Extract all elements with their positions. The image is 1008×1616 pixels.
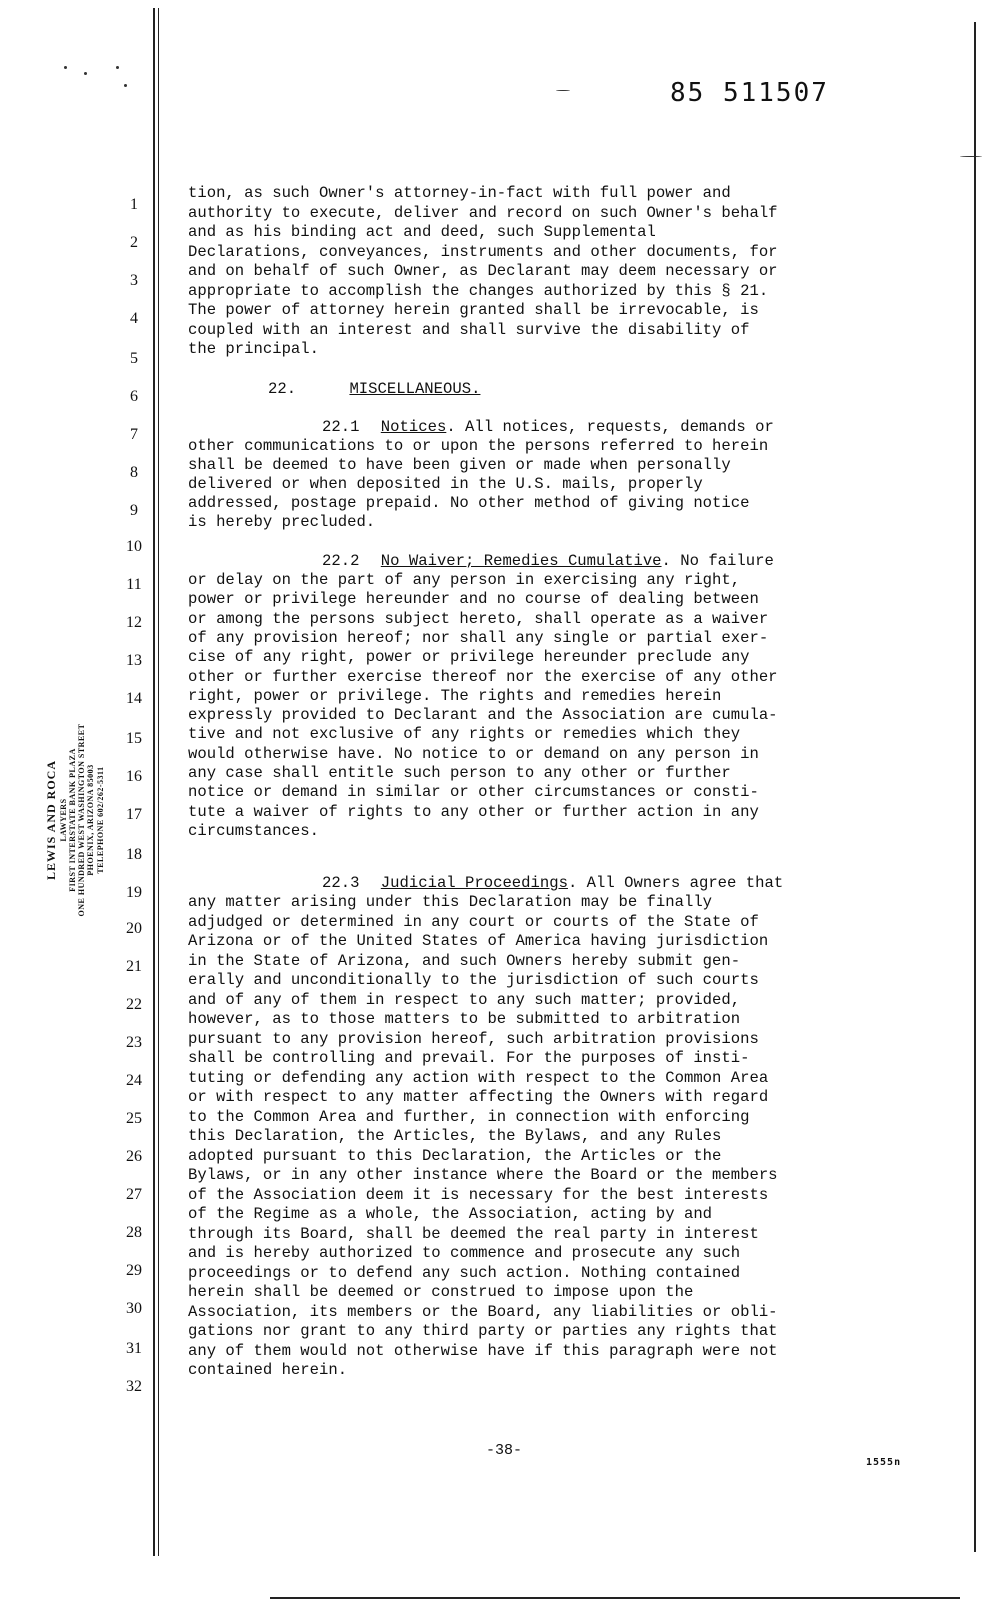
paragraph-line: . All Owners agree that [567,874,784,892]
firm-title: LAWYERS [58,798,68,842]
intro-line: and as his binding act and deed, such Supplemental [188,223,656,241]
paragraph-22-3-line: pursuant to any provision hereof, such arbitration provisions [188,1029,759,1048]
paragraph-22-2-first-line [188,552,948,571]
paragraph-22-3-line: Association, its members or the Board, any liabilities or obli- [188,1302,778,1321]
paragraph-22-3-line: any of them would not otherwise have if this paragraph were not [188,1341,778,1360]
bottom-rule [270,1597,960,1599]
paragraph-22-2-line: circumstances. [188,821,320,840]
paragraph-22-2-line: right, power or privilege. The rights and remedies herein [188,686,722,705]
paragraph-heading: Notices [380,418,447,436]
intro-line: and on behalf of such Owner, as Declarant may deem necessary or [188,262,778,280]
paragraph-22-2-line: other or further exercise thereof nor the exercise of any other [188,667,778,686]
intro-line: Declarations, conveyances, instruments and other documents, for [188,242,778,261]
line-number: 13 [126,652,142,669]
line-number: 17 [126,806,142,823]
intro-line: authority to execute, deliver and record on such Owner's behalf [188,203,778,222]
paragraph-22-3-line: proceedings or to defend any such action. Nothing contained [188,1263,741,1282]
line-number: 26 [126,1148,142,1165]
paragraph-22-3-line: adjudged or determined in any court or courts of the State of [188,912,759,931]
paragraph-22-3-first-line [188,874,948,893]
firm-city: PHOENIX, ARIZONA 85003 [86,764,96,876]
paragraph-22-1-line: is hereby precluded. [188,513,376,531]
scan-speck [556,90,570,91]
paragraph-22-1-line: delivered or when deposited in the U.S. mails, properly [188,475,703,493]
paragraph-number: 22.2 [322,552,360,570]
paragraph-22-3-line: through its Board, shall be deemed the real party in interest [188,1224,759,1243]
paragraph-22-1-line: shall be deemed to have been given or made when personally [188,456,731,474]
paragraph-22-3-line: gations nor grant to any third party or parties any rights that [188,1322,778,1340]
line-number: 28 [126,1224,142,1241]
paragraph-22-2-line: or among the persons subject hereto, shall operate as a waiver [188,609,769,628]
paragraph-22-2-line: tive and not exclusive of any rights or remedies which they [188,725,741,744]
line-number: 27 [126,1186,142,1203]
paragraph-22-2-line: tute a waiver of rights to any other or further action in any [188,802,759,821]
line-number: 6 [130,388,138,405]
paragraph-22-3-line: Bylaws, or in any other instance where the Board or the members [188,1166,778,1184]
paragraph-22-3-line: to the Common Area and further, in connection with enforcing [188,1107,750,1126]
line-number: 1 [130,196,138,213]
paragraph-22-1-line: addressed, postage prepaid. No other method of giving notice [188,494,750,512]
line-number: 20 [126,920,142,937]
paragraph-22-3-line: of the Regime as a whole, the Association, acting by and [188,1205,713,1223]
section-title: MISCELLANEOUS. [349,380,481,398]
paragraph-line: . All notices, requests, demands or [446,418,774,436]
line-number: 30 [126,1300,142,1317]
line-number: 15 [126,730,142,747]
line-number: 21 [126,958,142,975]
firm-name: LEWIS AND ROCA [44,759,59,881]
line-number: 9 [130,502,138,519]
paragraph-22-3-line: shall be controlling and prevail. For the purposes of insti- [188,1049,750,1067]
paragraph-22-2-line: or delay on the part of any person in exercising any right, [188,571,741,589]
firm-building: FIRST INTERSTATE BANK PLAZA [68,748,78,892]
document-number: 85 511507 [670,78,829,108]
paragraph-number: 22.1 [322,418,360,436]
line-number: 5 [130,350,138,367]
paragraph-22-2-line: of any provision hereof; nor shall any single or partial exer- [188,628,769,647]
scan-speck [960,156,982,157]
line-number: 19 [126,884,142,901]
paragraph-22-3-line: and of any of them in respect to any such matter; provided, [188,990,741,1009]
line-number: 22 [126,996,142,1013]
scan-speck [116,66,119,69]
scan-speck [84,72,87,75]
line-number: 32 [126,1378,142,1395]
paragraph-heading: No Waiver; Remedies Cumulative [380,552,662,570]
paragraph-22-2-line: cise of any right, power or privilege hereunder preclude any [188,648,750,667]
paragraph-22-3-line: in the State of Arizona, and such Owners hereby submit gen- [188,951,741,970]
paragraph-22-3-line: erally and unconditionally to the jurisdiction of such courts [188,971,759,989]
paragraph-22-3-line: and is hereby authorized to commence and prosecute any such [188,1244,741,1262]
paragraph-number: 22.3 [322,874,360,892]
line-number: 12 [126,614,142,631]
paragraph-22-1-line: other communications to or upon the persons referred to herein [188,437,769,455]
left-margin-rule [153,8,155,1556]
corner-stamp: 1555n [866,1457,902,1468]
firm-street: ONE HUNDRED WEST WASHINGTON STREET [77,723,87,917]
paragraph-22-3-line: however, as to those matters to be submitted to arbitration [188,1010,741,1028]
line-number: 2 [130,234,138,251]
line-number: 14 [126,690,142,707]
scan-speck [124,84,127,87]
paragraph-22-2-line: would otherwise have. No notice to or demand on any person in [188,744,759,763]
page-number: -38- [485,1442,522,1459]
line-number: 11 [126,576,142,593]
line-number: 10 [126,538,142,555]
right-margin-rule [974,22,976,1552]
paragraph-22-2-line: any case shall entitle such person to any other or further [188,764,731,782]
line-number: 31 [126,1340,142,1357]
paragraph-22-3-line: this Declaration, the Articles, the Bylaws, and any Rules [188,1127,722,1145]
paragraph-line: . No failure [661,552,774,570]
line-number: 18 [126,846,142,863]
paragraph-22-3-line: adopted pursuant to this Declaration, the Articles or the [188,1146,722,1165]
intro-line: coupled with an interest and shall survive the disability of [188,320,750,339]
line-number: 7 [130,426,138,443]
line-number: 3 [130,272,138,289]
line-number: 23 [126,1034,142,1051]
paragraph-22-3-line: tuting or defending any action with respect to the Common Area [188,1068,769,1087]
intro-line: the principal. [188,340,320,358]
paragraph-22-3-line: herein shall be deemed or construed to impose upon the [188,1283,694,1301]
section-number: 22. [268,380,297,398]
paragraph-heading: Judicial Proceedings [380,874,568,892]
firm-letterhead [20,700,130,940]
intro-line: tion, as such Owner's attorney-in-fact with full power and [188,184,731,202]
line-number: 25 [126,1110,142,1127]
paragraph-22-2-line: notice or demand in similar or other circumstances or consti- [188,783,759,802]
paragraph-22-1-first-line [188,418,948,437]
line-number: 16 [126,768,142,785]
left-margin-rule-inner [158,8,159,1556]
paragraph-22-3-line: contained herein. [188,1361,348,1379]
paragraph-22-3-line: or with respect to any matter affecting the Owners with regard [188,1088,769,1106]
paragraph-22-2-line: power or privilege hereunder and no course of dealing between [188,590,759,609]
line-number: 24 [126,1072,142,1089]
intro-line: The power of attorney herein granted shall be irrevocable, is [188,301,759,319]
paragraph-22-3-line: of the Association deem it is necessary for the best interests [188,1185,769,1204]
line-number: 29 [126,1262,142,1279]
paragraph-22-3-line: Arizona or of the United States of America having jurisdiction [188,932,769,950]
scan-speck [64,66,67,69]
firm-telephone: TELEPHONE 602/262-5311 [95,766,105,874]
section-heading [188,380,948,399]
intro-line: appropriate to accomplish the changes authorized by this § 21. [188,281,769,300]
paragraph-22-2-line: expressly provided to Declarant and the Association are cumula- [188,706,778,725]
line-number: 4 [130,310,138,327]
line-number: 8 [130,464,138,481]
paragraph-22-3-line: any matter arising under this Declaration may be finally [188,893,713,911]
